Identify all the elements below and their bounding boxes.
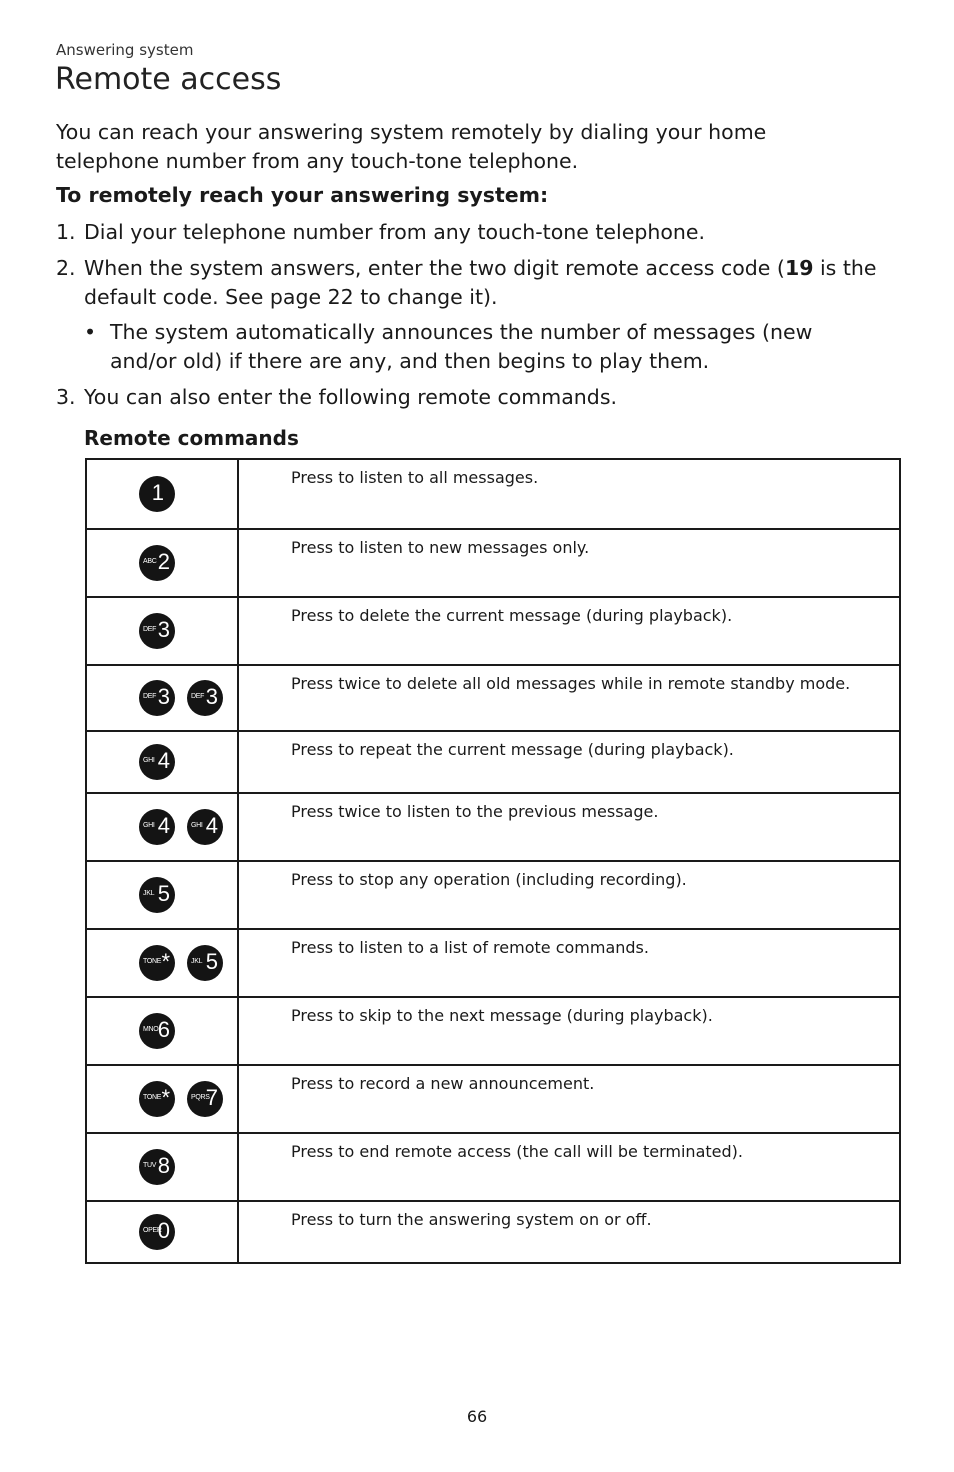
key-letters: JKL xyxy=(191,958,203,965)
keypad-button-icon xyxy=(139,877,175,913)
key-digit: 3 xyxy=(157,617,170,642)
bullet-text: The system automatically announces the number of messages (new and/or old) if there are any, and then begins to play them. xyxy=(110,320,813,373)
bullet-dot: • xyxy=(84,320,97,344)
key-group xyxy=(87,1214,237,1250)
keypad-button-icon xyxy=(139,945,175,981)
table-row xyxy=(86,459,900,529)
keypad-button-icon xyxy=(139,613,175,649)
key-letters: DEF xyxy=(143,626,157,633)
command-description: Press to repeat the current message (during playback). xyxy=(238,731,900,793)
key-group xyxy=(87,744,237,780)
key-group xyxy=(87,476,237,512)
keypad-button-icon xyxy=(139,809,175,845)
key-cell xyxy=(86,861,238,929)
page-title: Remote access xyxy=(55,62,282,97)
key-letters: TONE xyxy=(143,958,162,965)
key-letters: GHI xyxy=(191,822,203,829)
key-group xyxy=(87,1149,237,1185)
step-text: Dial your telephone number from any touch-tone telephone. xyxy=(84,220,706,244)
step-text-after: is the default code. See page 22 to change it). xyxy=(84,256,877,309)
table-row xyxy=(86,529,900,597)
key-letters: TONE xyxy=(143,1094,162,1101)
command-description: Press to end remote access (the call will be terminated). xyxy=(238,1133,900,1201)
key-digit: 2 xyxy=(157,549,170,574)
keypad-button-icon xyxy=(187,1081,223,1117)
key-digit: 0 xyxy=(157,1218,170,1243)
keypad-button-icon xyxy=(139,680,175,716)
key-digit: 3 xyxy=(157,684,170,709)
intro-paragraph: You can reach your answering system remotely by dialing your home telephone number from any touch-tone telephone. xyxy=(56,120,767,173)
table-row xyxy=(86,929,900,997)
key-group xyxy=(87,613,237,649)
table-row xyxy=(86,1133,900,1201)
key-cell xyxy=(86,1133,238,1201)
keypad-button-icon xyxy=(139,744,175,780)
step-text xyxy=(84,254,894,312)
key-cell xyxy=(86,929,238,997)
key-group xyxy=(87,809,237,845)
remote-commands-table xyxy=(85,458,901,1264)
key-letters: MNO xyxy=(143,1026,159,1033)
key-digit: 3 xyxy=(205,684,218,709)
table-row xyxy=(86,861,900,929)
key-cell xyxy=(86,731,238,793)
key-group xyxy=(87,1081,237,1117)
key-cell xyxy=(86,597,238,665)
command-description: Press to listen to a list of remote commands. xyxy=(238,929,900,997)
keypad-button-icon xyxy=(139,1214,175,1250)
page-number: 66 xyxy=(466,1407,488,1426)
table-row xyxy=(86,997,900,1065)
key-digit: 5 xyxy=(157,881,170,906)
key-group xyxy=(87,945,237,981)
key-letters: GHI xyxy=(143,757,155,764)
key-group xyxy=(87,1013,237,1049)
step-text-before: When the system answers, enter the two digit remote access code ( xyxy=(84,256,785,280)
command-description: Press to turn the answering system on or off. xyxy=(238,1201,900,1263)
key-digit: 4 xyxy=(157,748,170,773)
command-description: Press twice to delete all old messages while in remote standby mode. xyxy=(238,665,900,731)
key-group xyxy=(87,680,237,716)
key-letters: TUV xyxy=(143,1162,157,1169)
keypad-button-icon xyxy=(187,945,223,981)
key-digit: * xyxy=(161,1085,170,1110)
keypad-button-icon xyxy=(139,476,175,512)
table-row xyxy=(86,793,900,861)
table-body xyxy=(86,459,900,1263)
key-digit: 8 xyxy=(157,1153,170,1178)
step-number: 3. xyxy=(56,385,76,409)
key-digit: 4 xyxy=(157,813,170,838)
table-row xyxy=(86,665,900,731)
key-letters: JKL xyxy=(143,890,155,897)
step-text: You can also enter the following remote commands. xyxy=(84,385,618,409)
key-cell xyxy=(86,1065,238,1133)
procedure-heading: To remotely reach your answering system: xyxy=(56,183,549,207)
command-description: Press to record a new announcement. xyxy=(238,1065,900,1133)
key-letters: DEF xyxy=(143,693,157,700)
key-group xyxy=(87,877,237,913)
command-description: Press to skip to the next message (during playback). xyxy=(238,997,900,1065)
key-letters: ABC xyxy=(143,558,157,565)
step-number: 2. xyxy=(56,256,76,280)
key-letters: DEF xyxy=(191,693,205,700)
key-cell xyxy=(86,459,238,529)
key-digit: 1 xyxy=(151,480,164,505)
command-description: Press to delete the current message (during playback). xyxy=(238,597,900,665)
key-letters: OPER xyxy=(143,1227,162,1234)
command-description: Press to listen to all messages. xyxy=(238,459,900,529)
command-description: Press to listen to new messages only. xyxy=(238,529,900,597)
keypad-button-icon xyxy=(139,1081,175,1117)
keypad-button-icon xyxy=(139,545,175,581)
key-cell xyxy=(86,793,238,861)
section-label: Answering system xyxy=(56,41,194,59)
default-code: 19 xyxy=(784,256,814,280)
key-letters: PQRS xyxy=(191,1094,210,1101)
key-digit: * xyxy=(161,949,170,974)
key-group xyxy=(87,545,237,581)
key-cell xyxy=(86,529,238,597)
table-row xyxy=(86,1065,900,1133)
key-cell xyxy=(86,997,238,1065)
key-digit: 5 xyxy=(205,949,218,974)
key-cell xyxy=(86,665,238,731)
table-row xyxy=(86,731,900,793)
command-description: Press twice to listen to the previous message. xyxy=(238,793,900,861)
key-digit: 6 xyxy=(157,1017,170,1042)
key-digit: 7 xyxy=(205,1085,218,1110)
key-cell xyxy=(86,1201,238,1263)
table-row xyxy=(86,1201,900,1263)
key-letters: GHI xyxy=(143,822,155,829)
command-description: Press to stop any operation (including recording). xyxy=(238,861,900,929)
keypad-button-icon xyxy=(139,1149,175,1185)
keypad-button-icon xyxy=(187,680,223,716)
keypad-button-icon xyxy=(187,809,223,845)
key-digit: 4 xyxy=(205,813,218,838)
table-row xyxy=(86,597,900,665)
keypad-button-icon xyxy=(139,1013,175,1049)
step-number: 1. xyxy=(56,220,76,244)
table-title: Remote commands xyxy=(84,426,299,450)
